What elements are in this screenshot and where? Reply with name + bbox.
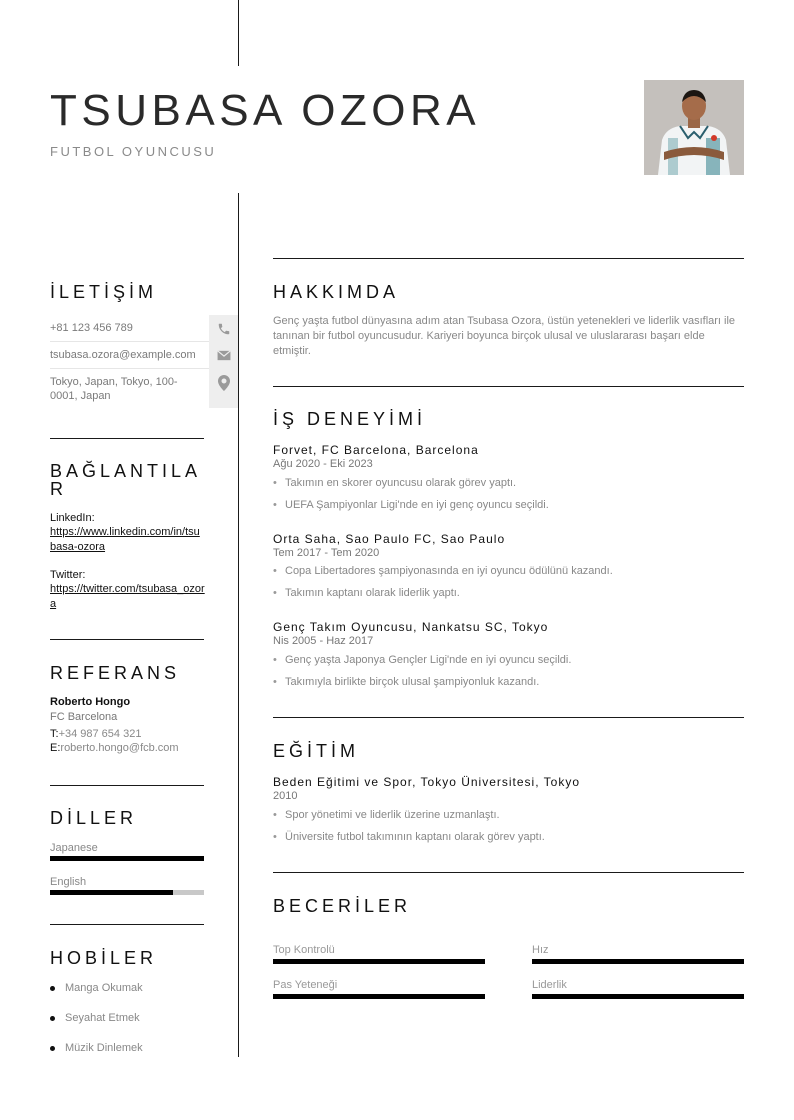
skill-level-bar — [273, 959, 485, 964]
reference-email-row — [50, 742, 179, 754]
top-vertical-divider — [238, 0, 239, 66]
about-text: Genç yaşta futbol dünyasına adım atan Tsubasa Ozora, üstün yetenekleri ve liderlik vasıfları ile tanınan bir futbol oyuncusudur. Kariyeri boyunca birçok ulusal ve uluslararası başarı elde etmiştir. — [273, 315, 736, 357]
job-bullet: • Takımıyla birlikte birçok ulusal şampiyonluk kazandı. — [273, 676, 540, 688]
skill-name: Liderlik — [532, 979, 567, 991]
about-heading: HAKKIMDA — [273, 282, 400, 302]
education-date: 2010 — [273, 790, 298, 802]
language-level-fill — [50, 856, 204, 861]
skill-name: Hız — [532, 944, 549, 956]
reference-name: Roberto Hongo — [50, 696, 131, 708]
divider — [273, 872, 744, 873]
twitter-label: Twitter: — [50, 569, 86, 581]
profile-photo-figure — [644, 80, 744, 175]
skill-name: Pas Yeteneği — [273, 979, 338, 991]
job-bullet: • Takımın kaptanı olarak liderlik yaptı. — [273, 587, 460, 599]
candidate-name: TSUBASA OZORA — [50, 86, 481, 135]
references-heading: REFERANS — [50, 663, 181, 683]
education-bullet: • Spor yönetimi ve liderlik üzerine uzmanlaştı. — [273, 809, 500, 821]
job-bullet: • Takımın en skorer oyuncusu olarak görev yaptı. — [273, 477, 517, 489]
twitter-link[interactable]: https://twitter.com/tsubasa_ozora — [50, 583, 205, 610]
education-bullet: • Üniversite futbol takımının kaptanı olarak görev yaptı. — [273, 831, 545, 843]
job-bullet-text: Takımıyla birlikte birçok ulusal şampiyonluk kazandı. — [285, 676, 540, 688]
reference-email-label: E: — [50, 742, 61, 754]
language-level-fill — [50, 890, 173, 895]
experience-heading: İŞ DENEYİMİ — [273, 409, 427, 429]
hobby-item: Seyahat Etmek — [65, 1012, 140, 1024]
bullet-icon — [50, 1016, 55, 1021]
language-level-bar — [50, 856, 204, 861]
skill-level-bar — [532, 994, 744, 999]
bullet-icon — [50, 986, 55, 991]
job-title: Genç Takım Oyuncusu, Nankatsu SC, Tokyo — [273, 620, 549, 634]
divider — [50, 924, 204, 925]
profile-photo — [644, 80, 744, 175]
divider — [50, 639, 204, 640]
skill-level-bar — [532, 959, 744, 964]
divider — [50, 785, 204, 786]
reference-phone-row — [50, 728, 141, 740]
hobby-item: Müzik Dinlemek — [65, 1042, 143, 1054]
reference-phone-label: T: — [50, 728, 59, 740]
job-date: Nis 2005 - Haz 2017 — [273, 635, 374, 647]
reference-phone[interactable]: +34 987 654 321 — [58, 728, 142, 740]
reference-email[interactable]: roberto.hongo@fcb.com — [60, 742, 179, 754]
job-bullet: • Genç yaşta Japonya Gençler Ligi'nde en iyi oyuncu seçildi. — [273, 654, 572, 666]
envelope-icon — [209, 342, 238, 369]
language-name: English — [50, 876, 87, 888]
contact-address: Tokyo, Japan, Tokyo, 100-0001, Japan — [50, 376, 178, 402]
divider — [50, 438, 204, 439]
hobbies-heading: HOBİLER — [50, 948, 158, 968]
job-title: Orta Saha, Sao Paulo FC, Sao Paulo — [273, 532, 506, 546]
language-name: Japanese — [50, 842, 98, 854]
job-bullet-text: Takımın kaptanı olarak liderlik yaptı. — [285, 587, 460, 599]
contact-phone[interactable]: +81 123 456 789 — [50, 322, 133, 334]
job-bullet-text: Genç yaşta Japonya Gençler Ligi'nde en iyi oyuncu seçildi. — [285, 654, 572, 666]
linkedin-link[interactable]: https://www.linkedin.com/in/tsubasa-ozora — [50, 526, 200, 553]
contact-heading: İLETİŞİM — [50, 282, 158, 302]
job-title: Forvet, FC Barcelona, Barcelona — [273, 443, 479, 457]
hobby-item: Manga Okumak — [65, 982, 143, 994]
language-level-bar — [50, 890, 204, 895]
job-date: Ağu 2020 - Eki 2023 — [273, 458, 373, 470]
skill-name: Top Kontrolü — [273, 944, 335, 956]
job-bullet: • UEFA Şampiyonlar Ligi'nde en iyi genç oyuncu seçildi. — [273, 499, 549, 511]
education-bullet-text: Spor yönetimi ve liderlik üzerine uzmanlaştı. — [285, 809, 500, 821]
skills-heading: BECERİLER — [273, 896, 412, 916]
main-vertical-divider — [238, 193, 239, 1057]
skill-level-bar — [273, 994, 485, 999]
divider — [273, 258, 744, 259]
phone-icon — [209, 315, 238, 342]
job-bullet-text: Takımın en skorer oyuncusu olarak görev yaptı. — [285, 477, 517, 489]
location-pin-icon — [209, 369, 238, 408]
bullet-icon — [50, 1046, 55, 1051]
divider — [273, 717, 744, 718]
education-heading: EĞİTİM — [273, 741, 359, 761]
education-title: Beden Eğitimi ve Spor, Tokyo Üniversitesi, Tokyo — [273, 775, 581, 789]
job-bullet: • Copa Libertadores şampiyonasında en iyi oyuncu ödülünü kazandı. — [273, 565, 613, 577]
job-bullet-text: UEFA Şampiyonlar Ligi'nde en iyi genç oyuncu seçildi. — [285, 499, 549, 511]
contact-email[interactable]: tsubasa.ozora@example.com — [50, 349, 196, 361]
job-bullet-text: Copa Libertadores şampiyonasında en iyi oyuncu ödülünü kazandı. — [285, 565, 613, 577]
links-heading: BAĞLANTILAR — [50, 461, 202, 499]
languages-heading: DİLLER — [50, 808, 138, 828]
job-date: Tem 2017 - Tem 2020 — [273, 547, 380, 559]
education-bullet-text: Üniversite futbol takımının kaptanı olarak görev yaptı. — [285, 831, 545, 843]
linkedin-label: LinkedIn: — [50, 512, 95, 524]
divider — [273, 386, 744, 387]
candidate-role: FUTBOL OYUNCUSU — [50, 144, 217, 159]
reference-company: FC Barcelona — [50, 711, 118, 723]
